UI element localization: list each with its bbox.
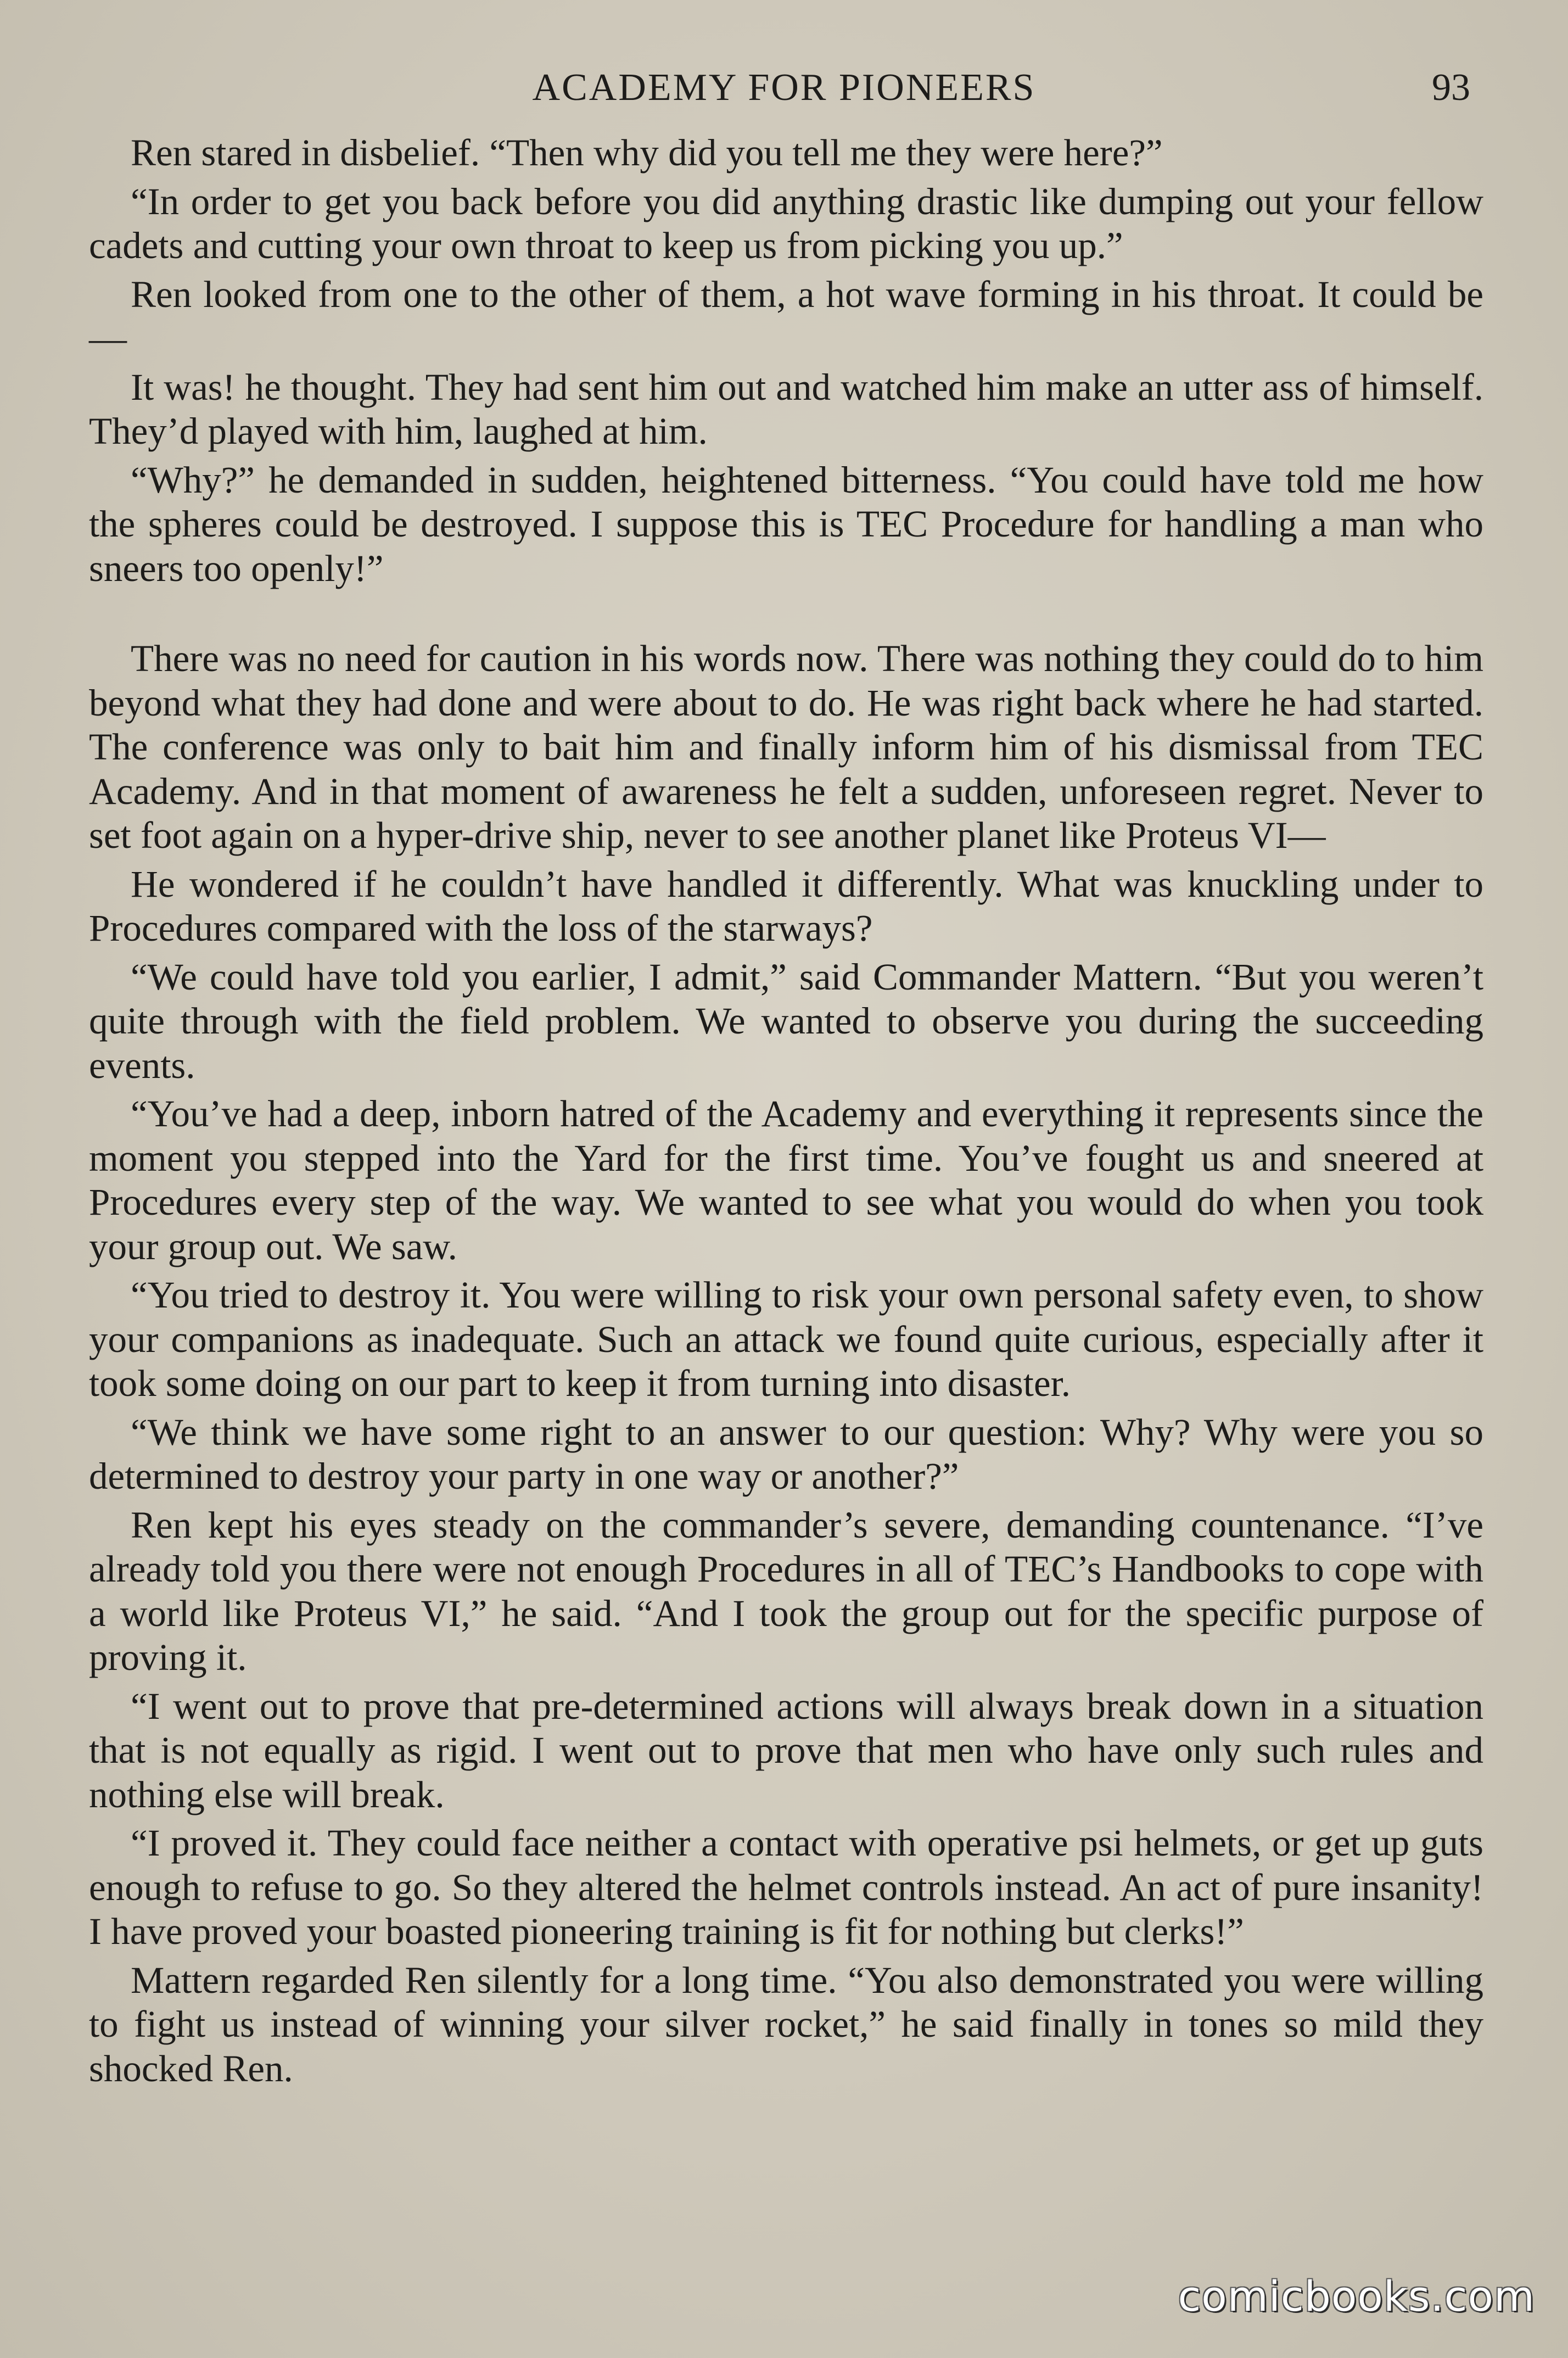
paragraph: He wondered if he couldn’t have handled it differently. What was knuckling under to Procedures compared with the loss of the starways? xyxy=(89,863,1483,949)
paragraph: “We could have told you earlier, I admit,” said Commander Mattern. “But you weren’t quite through with the field problem. We wanted to observe you during the succeeding events. xyxy=(89,956,1483,1086)
paragraph: It was! he thought. They had sent him out and watched him make an utter ass of himself. They’d played with him, laughed at him. xyxy=(89,366,1483,452)
page-number: 93 xyxy=(1432,66,1470,109)
paragraph: “You tried to destroy it. You were willing to risk your own personal safety even, to show your companions as inadequate. Such an attack we found quite curious, especially after it took some doing on our part to keep it from turning into disaster. xyxy=(89,1274,1483,1404)
paragraph: Mattern regarded Ren silently for a long time. “You also demonstrated you were willing to fight us instead of winning your silver rocket,” he said finally in tones so mild they shocked Ren. xyxy=(89,1959,1483,2089)
paragraph: “In order to get you back before you did anything drastic like dumping out your fellow cadets and cutting your own throat to keep us from picking you up.” xyxy=(89,180,1483,266)
running-title: ACADEMY FOR PIONEERS xyxy=(532,66,1036,109)
watermark: comicbooks.com xyxy=(1178,2272,1535,2321)
paragraph: “I went out to prove that pre-determined actions will always break down in a situation that is not equally as rigid. I went out to prove that men who have only such rules and nothing else will break. xyxy=(89,1685,1483,1815)
paragraph: Ren kept his eyes steady on the commander’s severe, demanding countenance. “I’ve already told you there were not enough Procedures in all of TEC’s Handbooks to cope with a world like Proteus VI,” he said. “And I took the group out for the specific purpose of proving it. xyxy=(89,1504,1483,1678)
paragraph: “You’ve had a deep, inborn hatred of the Academy and everything it represents since the moment you stepped into the Yard for the first time. You’ve fought us and sneered at Procedures every step of the way. We wanted to see what you would do when you took your group out. We saw. xyxy=(89,1093,1483,1267)
paragraph: “I proved it. They could face neither a contact with operative psi helmets, or get up guts enough to refuse to go. So they altered the helmet controls instead. An act of pure insanity! I have proved your boasted pioneering training is fit for nothing but clerks!” xyxy=(89,1822,1483,1952)
paragraph: There was no need for caution in his words now. There was nothing they could do to him beyond what they had done and were about to do. He was right back where he had started. The conference was only to bait him and finally inform him of his dismissal from TEC Academy. And in that moment of awareness he felt a sudden, unforeseen regret. Never to set foot again on a hyper-drive ship, never to see another planet like Proteus VI— xyxy=(89,638,1483,856)
paragraph: Ren looked from one to the other of them, a hot wave forming in his throat. It could be— xyxy=(89,273,1483,359)
body-text xyxy=(89,131,1483,2095)
paragraph: Ren stared in disbelief. “Then why did you tell me they were here?” xyxy=(131,132,1163,174)
paragraph: “Why?” he demanded in sudden, heightened bitterness. “You could have told me how the spheres could be destroyed. I suppose this is TEC Procedure for handling a man who sneers too openly!” xyxy=(89,459,1483,589)
paragraph: “We think we have some right to an answer to our question: Why? Why were you so determined to destroy your party in one way or another?” xyxy=(89,1411,1483,1497)
running-head xyxy=(0,60,1568,115)
